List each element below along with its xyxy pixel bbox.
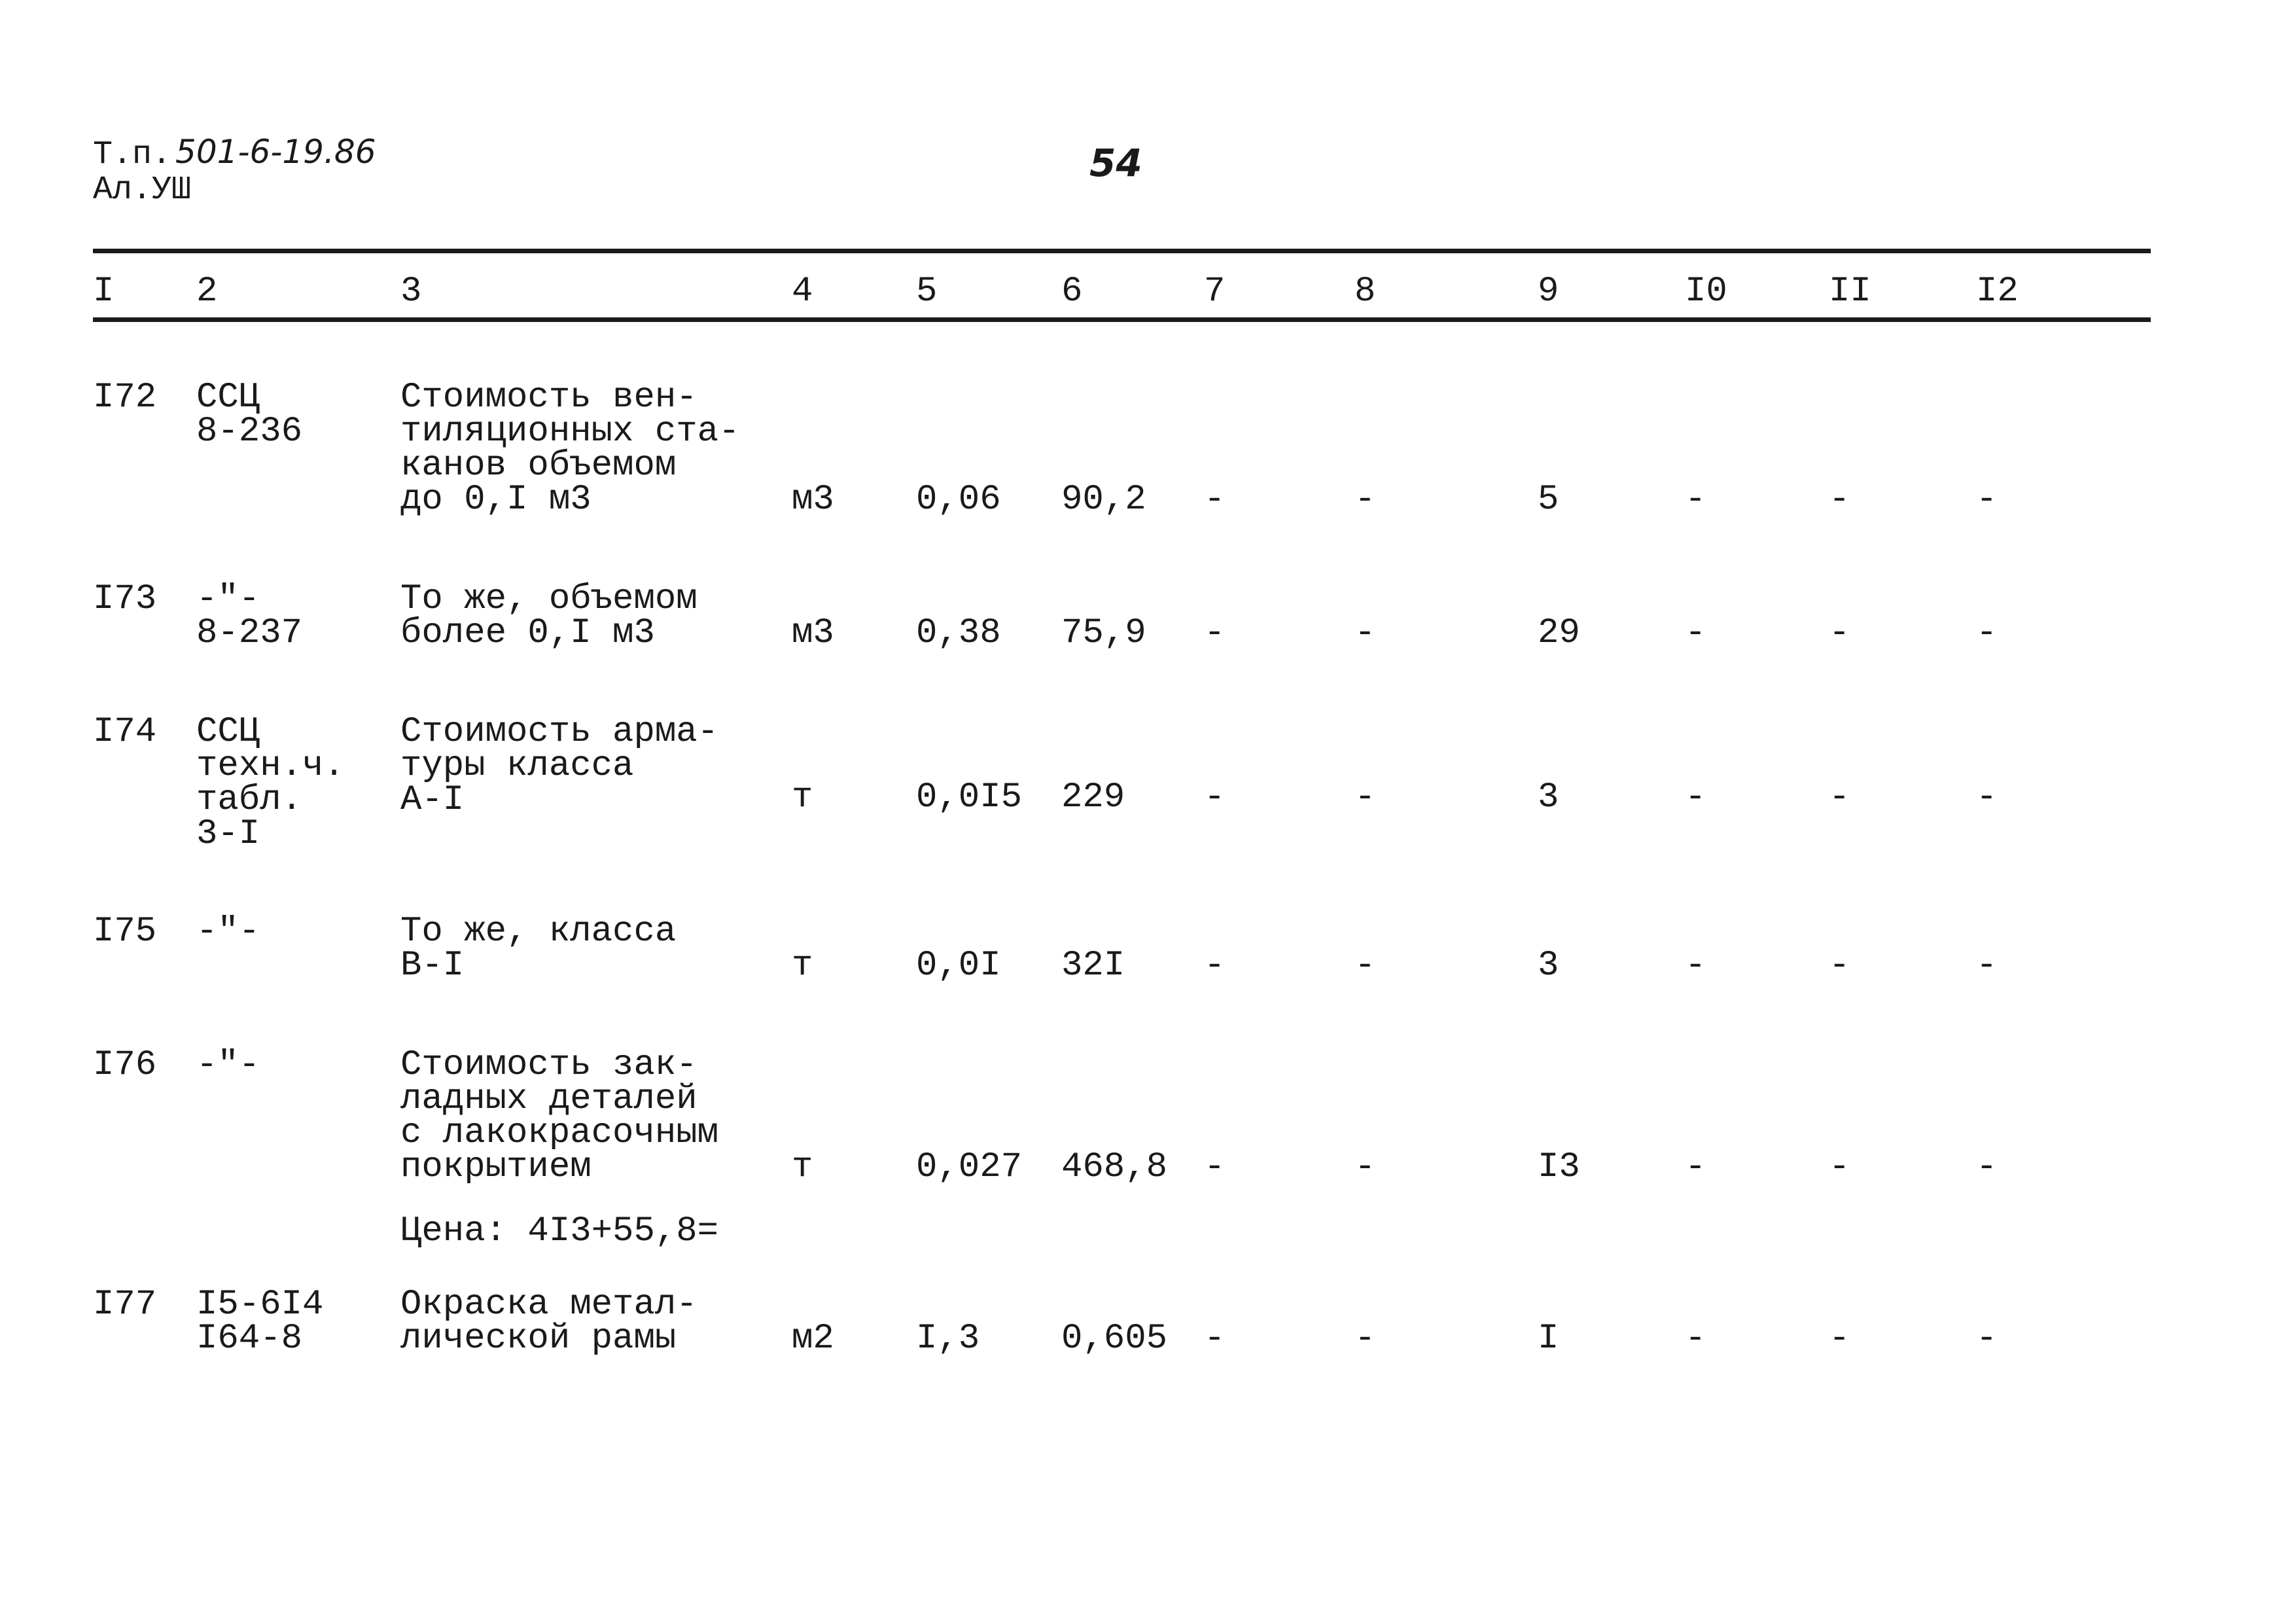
row-col11: - (1829, 1319, 1850, 1359)
row-col11: - (1829, 480, 1850, 520)
row-description: Стоимость вен- тиляционных ста- канов объемом до 0,I м3 (400, 378, 740, 520)
row-code: -"- (196, 912, 260, 952)
row-code: -"- 8-237 (196, 579, 303, 653)
row-price: 229 (1061, 777, 1125, 817)
row-number: I73 (93, 579, 157, 619)
row-col12: - (1976, 480, 1998, 520)
table-header-rule (93, 317, 2151, 322)
row-col11: - (1829, 946, 1850, 986)
table-top-rule (93, 249, 2151, 253)
row-col10: - (1685, 946, 1706, 986)
row-price: 468,8 (1061, 1147, 1168, 1187)
row-unit: т (792, 946, 813, 986)
row-col9: 29 (1538, 613, 1580, 653)
col-num-4: 4 (792, 272, 813, 312)
row-col11: - (1829, 777, 1850, 817)
row-number: I75 (93, 912, 157, 952)
col-num-8: 8 (1354, 272, 1376, 312)
page-number: 54 (1089, 141, 1142, 185)
row-col9: 3 (1538, 777, 1559, 817)
row-code: I5-6I4 I64-8 (196, 1285, 324, 1359)
row-quantity: 0,027 (916, 1147, 1023, 1187)
row-price: 0,605 (1061, 1319, 1168, 1359)
row-col11: - (1829, 613, 1850, 653)
col-num-1: I (93, 272, 115, 312)
row-price: 90,2 (1061, 480, 1146, 520)
price-note: Цена: 4I3+55,8= (400, 1211, 719, 1251)
row-col7: - (1204, 1319, 1226, 1359)
row-unit: т (792, 1147, 813, 1187)
col-num-9: 9 (1538, 272, 1559, 312)
row-col12: - (1976, 1147, 1998, 1187)
row-col12: - (1976, 946, 1998, 986)
row-col8: - (1354, 946, 1376, 986)
row-price: 75,9 (1061, 613, 1146, 653)
row-number: I74 (93, 712, 157, 752)
row-number: I76 (93, 1045, 157, 1085)
row-code: ССЦ техн.ч. табл. 3-I (196, 712, 345, 854)
col-num-6: 6 (1061, 272, 1083, 312)
album-label: Ал.УШ (93, 171, 192, 209)
row-col10: - (1685, 480, 1706, 520)
row-col9: I (1538, 1319, 1559, 1359)
row-col8: - (1354, 1319, 1376, 1359)
row-col9: 3 (1538, 946, 1559, 986)
row-col7: - (1204, 480, 1226, 520)
col-num-5: 5 (916, 272, 938, 312)
row-description: Стоимость арма- туры класса А-I (400, 712, 719, 820)
col-num-2: 2 (196, 272, 218, 312)
col-num-12: I2 (1976, 272, 2019, 312)
row-number: I77 (93, 1285, 157, 1325)
row-unit: м2 (792, 1319, 834, 1359)
row-col10: - (1685, 777, 1706, 817)
row-quantity: 0,06 (916, 480, 1001, 520)
row-number: I72 (93, 378, 157, 418)
doc-prefix: Т.п. (93, 136, 172, 173)
row-col10: - (1685, 613, 1706, 653)
row-col12: - (1976, 777, 1998, 817)
row-col9: 5 (1538, 480, 1559, 520)
row-col10: - (1685, 1147, 1706, 1187)
row-price: 32I (1061, 946, 1125, 986)
row-code: -"- (196, 1045, 260, 1085)
row-col8: - (1354, 1147, 1376, 1187)
row-col8: - (1354, 480, 1376, 520)
row-col7: - (1204, 1147, 1226, 1187)
col-num-3: 3 (400, 272, 422, 312)
col-num-7: 7 (1204, 272, 1226, 312)
row-description: Окраска метал- лической рамы (400, 1285, 698, 1359)
row-unit: т (792, 777, 813, 817)
col-num-10: I0 (1685, 272, 1727, 312)
row-col7: - (1204, 946, 1226, 986)
row-code: ССЦ 8-236 (196, 378, 303, 452)
row-col9: I3 (1538, 1147, 1580, 1187)
row-quantity: 0,0I5 (916, 777, 1023, 817)
row-description: То же, класса В-I (400, 912, 677, 986)
row-col12: - (1976, 1319, 1998, 1359)
row-col12: - (1976, 613, 1998, 653)
row-col7: - (1204, 613, 1226, 653)
row-quantity: 0,0I (916, 946, 1001, 986)
row-col8: - (1354, 777, 1376, 817)
row-col8: - (1354, 613, 1376, 653)
row-quantity: I,3 (916, 1319, 980, 1359)
document-reference (93, 134, 376, 208)
row-quantity: 0,38 (916, 613, 1001, 653)
row-unit: м3 (792, 613, 834, 653)
row-col11: - (1829, 1147, 1850, 1187)
row-col7: - (1204, 777, 1226, 817)
row-col10: - (1685, 1319, 1706, 1359)
col-num-11: II (1829, 272, 1871, 312)
row-description: То же, объемом более 0,I м3 (400, 579, 698, 653)
doc-number: 501-6-19.86 (175, 133, 376, 171)
row-description: Стоимость зак- ладных деталей с лакокрасочным покрытием (400, 1045, 719, 1187)
row-unit: м3 (792, 480, 834, 520)
